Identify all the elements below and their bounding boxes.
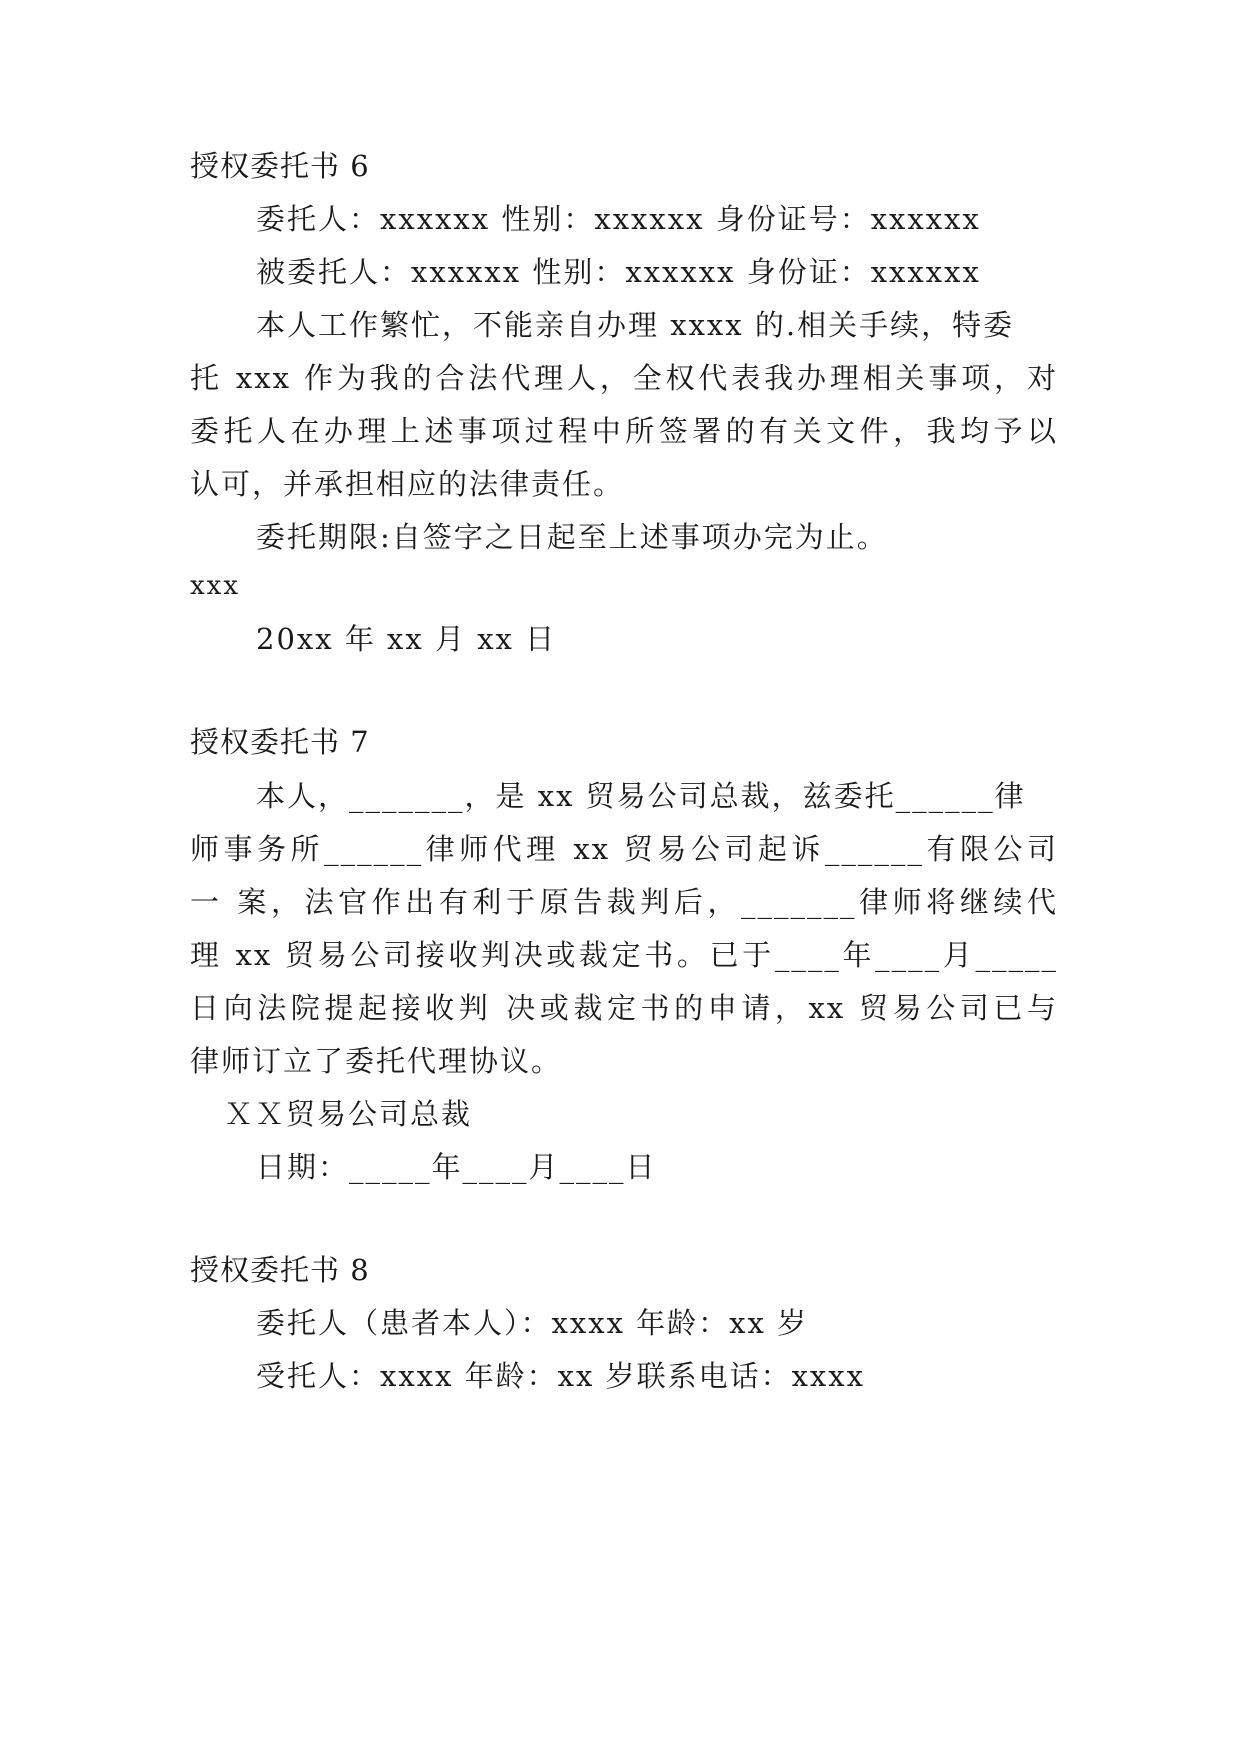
agent-line: 受托人：xxxx 年龄：xx 岁联系电话：xxxx: [256, 1359, 865, 1393]
date-line: 20xx 年 xx 月 xx 日: [256, 622, 557, 656]
signature-line: xxx: [190, 571, 240, 601]
body-paragraph-line: 本人工作繁忙，不能亲自办理 xxxx 的.相关手续，特委: [256, 308, 1015, 342]
body-paragraph-line: 律师订立了委托代理协议。: [190, 1044, 563, 1078]
agent-line: 被委托人：xxxxxx 性别：xxxxxx 身份证：xxxxxx: [256, 255, 981, 289]
body-paragraph-line: 本人，_______，是 xx 贸易公司总裁，兹委托______律: [256, 779, 1026, 813]
section-title: 授权委托书 7: [190, 725, 370, 759]
body-paragraph-line: 理 xx 贸易公司接收判决或裁定书。已于____年____月_____: [190, 938, 1058, 972]
principal-line: 委托人：xxxxxx 性别：xxxxxx 身份证号：xxxxxx: [256, 202, 981, 236]
signature-line: ＸＸ贸易公司总裁: [224, 1097, 473, 1131]
body-paragraph-line: 日向法院提起接收判 决或裁定书的申请，xx 贸易公司已与: [190, 991, 1058, 1025]
body-paragraph-line: 托 xxx 作为我的合法代理人，全权代表我办理相关事项，对: [190, 361, 1058, 395]
body-paragraph-line: 一 案，法官作出有利于原告裁判后，_______律师将继续代: [190, 885, 1058, 919]
section-title: 授权委托书 6: [190, 149, 370, 183]
body-paragraph-line: 认可，并承担相应的法律责任。: [190, 467, 625, 501]
body-paragraph-line: 委托人在办理上述事项过程中所签署的有关文件，我均予以: [190, 414, 1058, 448]
term-line: 委托期限:自签字之日起至上述事项办完为止。: [256, 520, 888, 554]
body-paragraph-line: 师事务所______律师代理 xx 贸易公司起诉______有限公司: [190, 832, 1058, 866]
section-title: 授权委托书 8: [190, 1253, 370, 1287]
principal-line: 委托人（患者本人）：xxxx 年龄：xx 岁: [256, 1306, 809, 1340]
date-line: 日期：_____年____月____日: [256, 1150, 657, 1184]
